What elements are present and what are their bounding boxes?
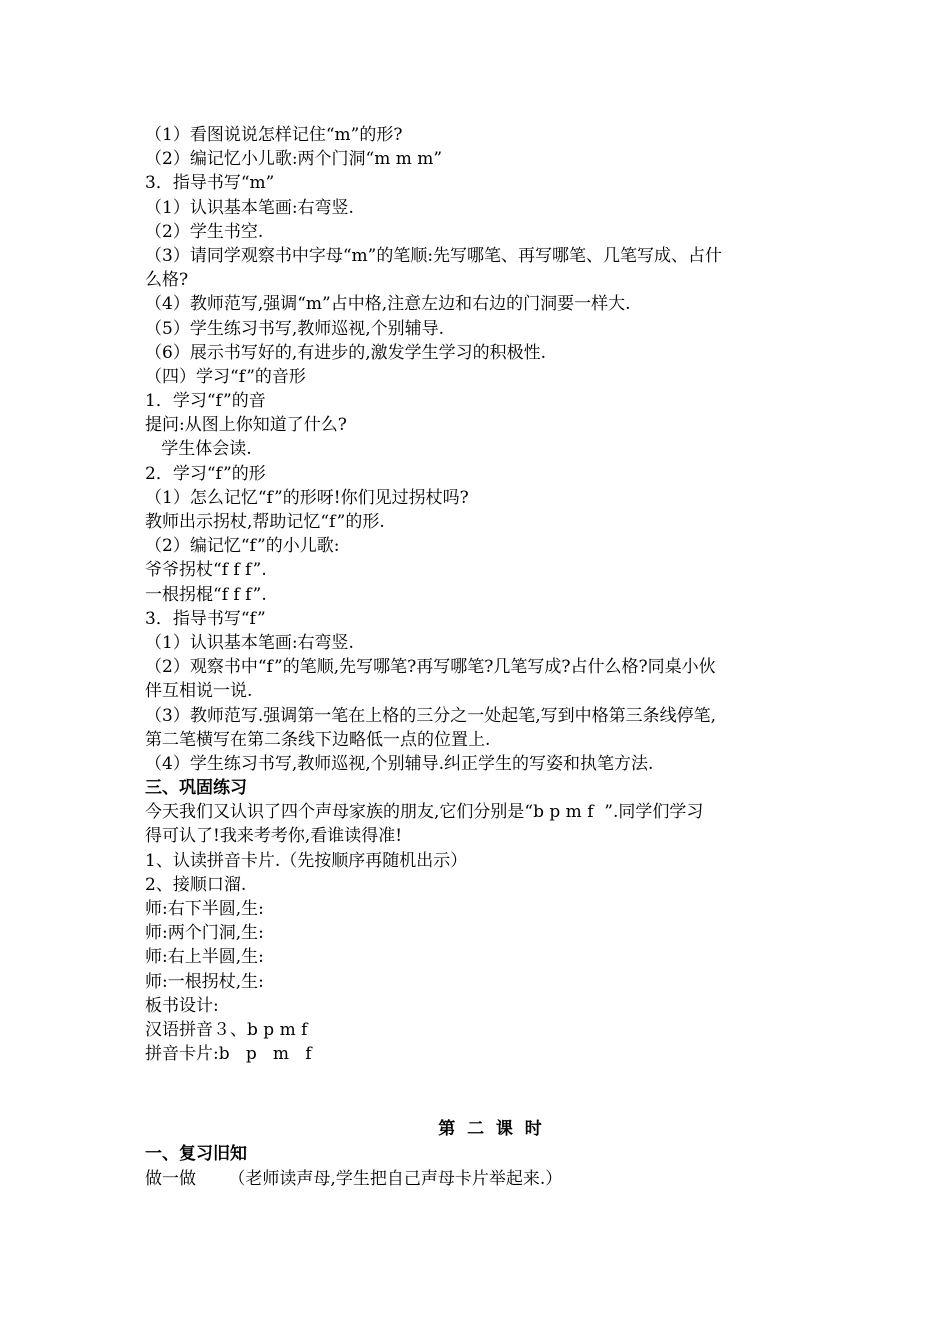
text-line: （6）展示书写好的,有进步的,激发学生学习的积极性. (145, 342, 547, 363)
text-line: （4）教师范写,强调“m”占中格,注意左边和右边的门洞要一样大. (145, 294, 631, 315)
section-second-lesson (145, 1116, 815, 1190)
text-line: 伴互相说一说. (145, 681, 253, 702)
text-line: 教师出示拐杖,帮助记忆“f”的形. (145, 512, 385, 532)
text-line: 师:右上半圆,生: (145, 947, 264, 968)
text-line: 板书设计: (145, 995, 219, 1016)
text-line: （四）学习“f”的音形 (145, 366, 306, 387)
section-consolidation-practice (145, 776, 815, 1066)
text-line: 第二笔横写在第二条线下边略低一点的位置上. (145, 729, 491, 750)
text-line: 学生体会读. (145, 439, 252, 460)
text-line: （2）观察书中“f”的笔顺,先写哪笔?再写哪笔?几笔写成?占什么格?同桌小伙 (145, 657, 716, 678)
text-line: （1）怎么记忆“f”的形呀!你们见过拐杖吗? (145, 487, 469, 508)
text-line: 3．指导书写“m” (145, 173, 275, 194)
text-line: 师:右下半圆,生: (145, 899, 264, 919)
text-line: 师:一根拐杖,生: (145, 971, 264, 992)
text-line: （4）学生练习书写,教师巡视,个别辅导.纠正学生的写姿和执笔方法. (145, 753, 654, 774)
text-line: （3）请同学观察书中字母“m”的笔顺:先写哪笔、再写哪笔、几笔写成、占什 (145, 245, 723, 266)
text-line: 1、认读拼音卡片.（先按顺序再随机出示） (145, 850, 468, 871)
spacer (145, 1066, 815, 1116)
text-line: 爷爷拐杖“f f f”. (145, 560, 267, 581)
text-line: （2）编记忆“f”的小儿歌: (145, 536, 340, 557)
section-heading: 一、复习旧知 (145, 1144, 247, 1165)
text-line: 2．学习“f”的形 (145, 463, 266, 484)
text-line: （5）学生练习书写,教师巡视,个别辅导. (145, 318, 445, 339)
text-line: 2、接顺口溜. (145, 874, 247, 895)
text-line: 提问:从图上你知道了什么? (145, 415, 347, 436)
text-line: 拼音卡片:b p m f (145, 1044, 312, 1065)
text-line: 一根拐棍“f f f”. (145, 584, 267, 605)
document-body (145, 123, 815, 1191)
text-line: 今天我们又认识了四个声母家族的朋友,它们分别是“b p m f ”.同学们学习 (145, 802, 704, 823)
text-line: （1）认识基本笔画:右弯竖. (145, 197, 354, 218)
text-line: 汉语拼音３、b p m f (145, 1019, 308, 1040)
section-heading: 三、巩固练习 (145, 778, 247, 799)
text-line: 1．学习“f”的音 (145, 391, 266, 412)
text-line: 师:两个门洞,生: (145, 923, 264, 944)
text-line: 得可认了!我来考考你,看谁读得准! (145, 826, 403, 847)
text-line: 做一做 （老师读声母,学生把自己声母卡片举起来.） (145, 1168, 563, 1189)
text-line: （2）学生书空. (145, 221, 264, 242)
text-line: （1）看图说说怎样记住“m”的形? (145, 125, 403, 145)
text-line: （2）编记忆小儿歌:两个门洞“m m m” (145, 149, 443, 170)
text-line: 么格? (145, 270, 189, 291)
text-line: （1）认识基本笔画:右弯竖. (145, 632, 354, 653)
text-line: 3．指导书写“f” (145, 608, 266, 629)
lesson-title: 第 二 课 时 (438, 1119, 542, 1140)
section-letter-m-and-f (145, 123, 815, 776)
text-line: （3）教师范写.强调第一笔在上格的三分之一处起笔,写到中格第三条线停笔, (145, 705, 717, 726)
